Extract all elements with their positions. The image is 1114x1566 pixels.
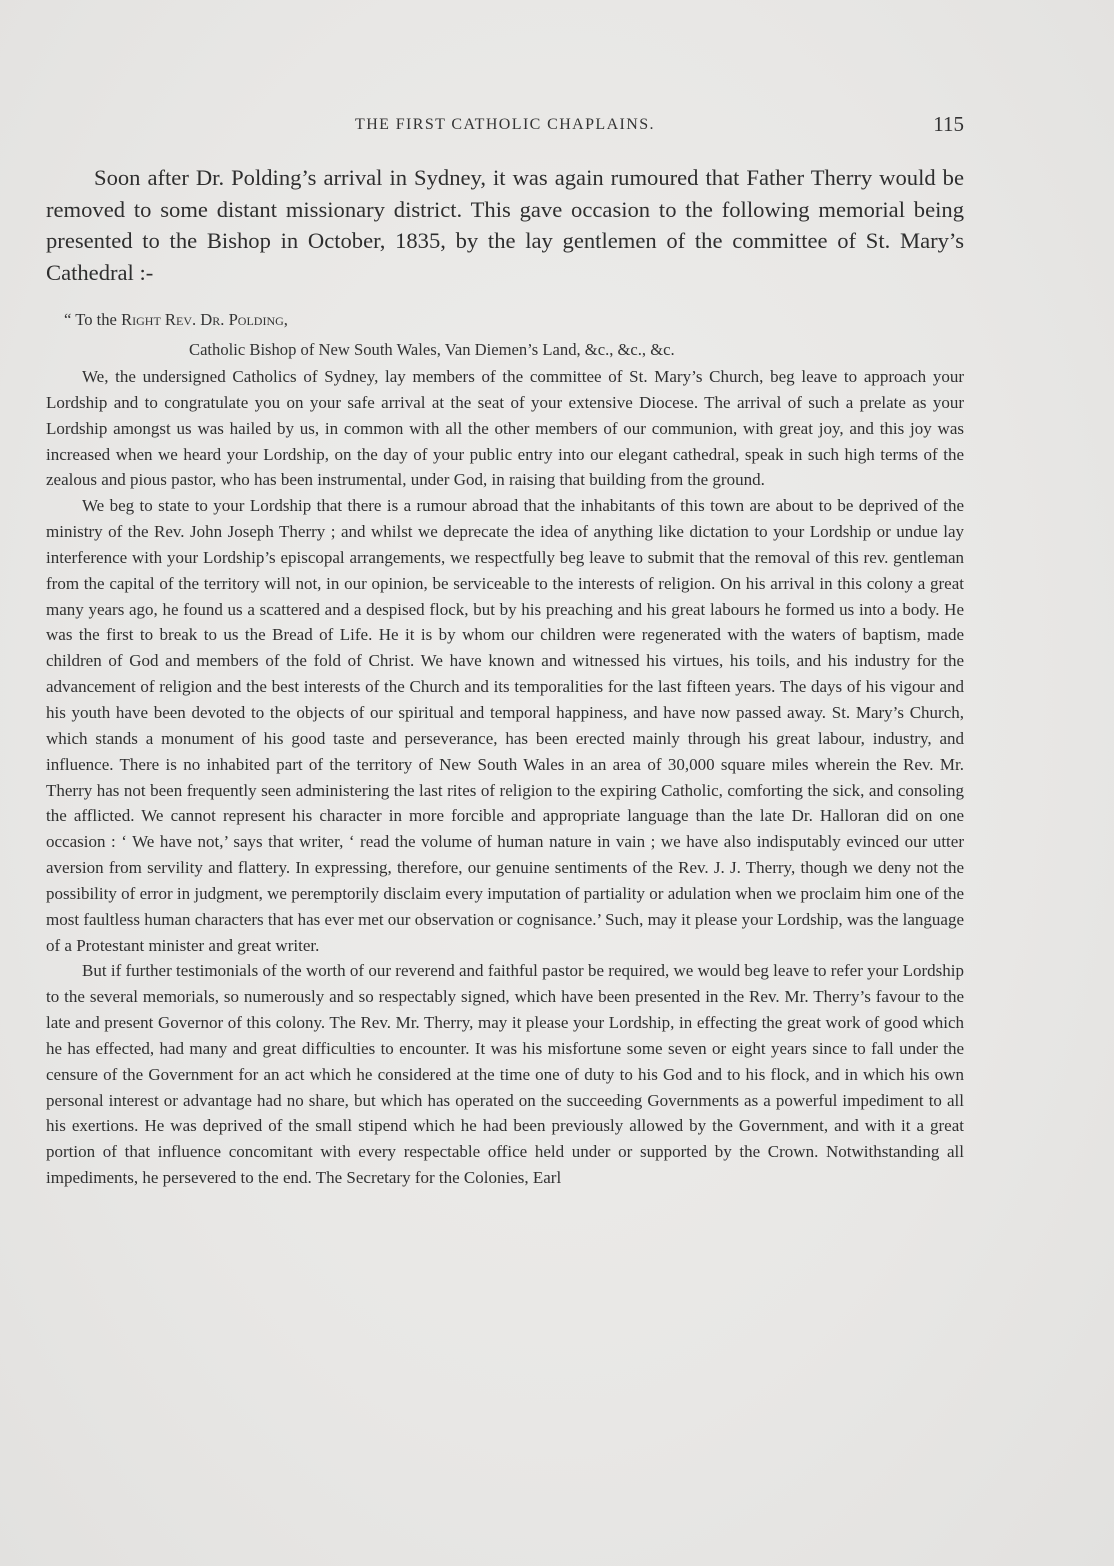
addressee-line bbox=[46, 305, 964, 335]
intro-paragraph-block bbox=[46, 162, 964, 288]
memorial-text bbox=[46, 364, 964, 1191]
addressee-title: Catholic Bishop of New South Wales, Van Diemen’s Land, &c., &c., &c. bbox=[189, 340, 675, 359]
running-head bbox=[46, 112, 964, 140]
addressee-name: Right Rev. Dr. Polding, bbox=[121, 310, 288, 329]
addressee-prefix: “ To the bbox=[64, 310, 122, 329]
memorial-paragraph-3: But if further testimonials of the worth of our reverend and faithful pastor be required, we would beg leave to refer your Lordship to the several memorials, so numerously and so respectably signed, which have been presented in the Rev. Mr. Therry’s favour to the late and present Governor of this colony. The Rev. Mr. Therry, may it please your Lordship, in effecting the great work of good which he has effected, had many and great difficulties to encounter. It was his misfortune some seven or eight years since to fall under the censure of the Government for an act which he considered at the time one of duty to his God and to his flock, and in which his own personal interest or advantage had no share, but which has operated on the succeeding Governments as a powerful impediment to all his exertions. He was deprived of the small stipend which he had been previously allowed by the Government, and with it a great portion of that influence concomitant with every respectable office held under or supported by the Crown. Notwithstanding all impediments, he persevered to the end. The Secretary for the Colonies, Earl bbox=[46, 961, 964, 1188]
page-number: 115 bbox=[933, 112, 964, 136]
running-title: THE FIRST CATHOLIC CHAPLAINS. bbox=[355, 116, 655, 133]
memorial-paragraph-1: We, the undersigned Catholics of Sydney, lay members of the committee of St. Mary’s Church, beg leave to approach your Lordship and to congratulate you on your safe arrival at the seat of your extensive Diocese. The arrival of such a prelate as your Lordship amongst us was hailed by us, in common with all the other members of our communion, with great joy, and this joy was increased when we heard your Lordship, on the day of your public entry into our elegant cathedral, speak in such high terms of the zealous and pious pastor, who has been instrumental, under God, in raising that building from the ground. bbox=[46, 367, 964, 490]
memorial-addressee bbox=[46, 305, 964, 365]
memorial-paragraph-2: We beg to state to your Lordship that there is a rumour abroad that the inhabitants of this town are about to be deprived of the ministry of the Rev. John Joseph Therry ; and whilst we deprecate the idea of anything like dictation to your Lordship or undue lay interference with your Lordship’s episcopal arrangements, we respectfully beg leave to submit that the removal of this rev. gentleman from the capital of the territory will not, in our opinion, be serviceable to the interests of religion. On his arrival in this colony a great many years ago, he found us a scattered and a despised flock, but by his preaching and his great labours he formed us into a body. He was the first to break to us the Bread of Life. He it is by whom our children were regenerated with the waters of baptism, made children of God and members of the fold of Christ. We have known and witnessed his virtues, his toils, and his industry for the advancement of religion and the best interests of the Church and its temporalities for the last fifteen years. The days of his vigour and his youth have been devoted to the objects of our spiritual and temporal happiness, and have now passed away. St. Mary’s Church, which stands a monument of his good taste and perseverance, has been erected mainly through his great labour, industry, and influence. There is no inhabited part of the territory of New South Wales in an area of 30,000 square miles wherein the Rev. Mr. Therry has not been frequently seen administering the last rites of religion to the expiring Catholic, comforting the sick, and consoling the afflicted. We cannot represent his character in more forcible and appropriate language than the late Dr. Halloran did on one occasion : ‘ We have not,’ says that writer, ‘ read the volume of human nature in vain ; we have also indisputably evinced our utter aversion from servility and flattery. In expressing, therefore, our genuine sentiments of the Rev. J. J. Therry, though we deny not the possibility of error in judgment, we peremptorily disclaim every imputation of partiality or adulation when we proclaim him one of the most faultless human characters that has ever met our observation or cognisance.’ Such, may it please your Lordship, was the language of a Protestant minister and great writer. bbox=[46, 496, 964, 955]
intro-paragraph: Soon after Dr. Polding’s arrival in Sydney, it was again rumoured that Father Therry would be removed to some distant missionary district. This gave occasion to the following memorial being presented to the Bishop in October, 1835, by the lay gentlemen of the committee of St. Mary’s Cathedral :- bbox=[46, 165, 964, 285]
